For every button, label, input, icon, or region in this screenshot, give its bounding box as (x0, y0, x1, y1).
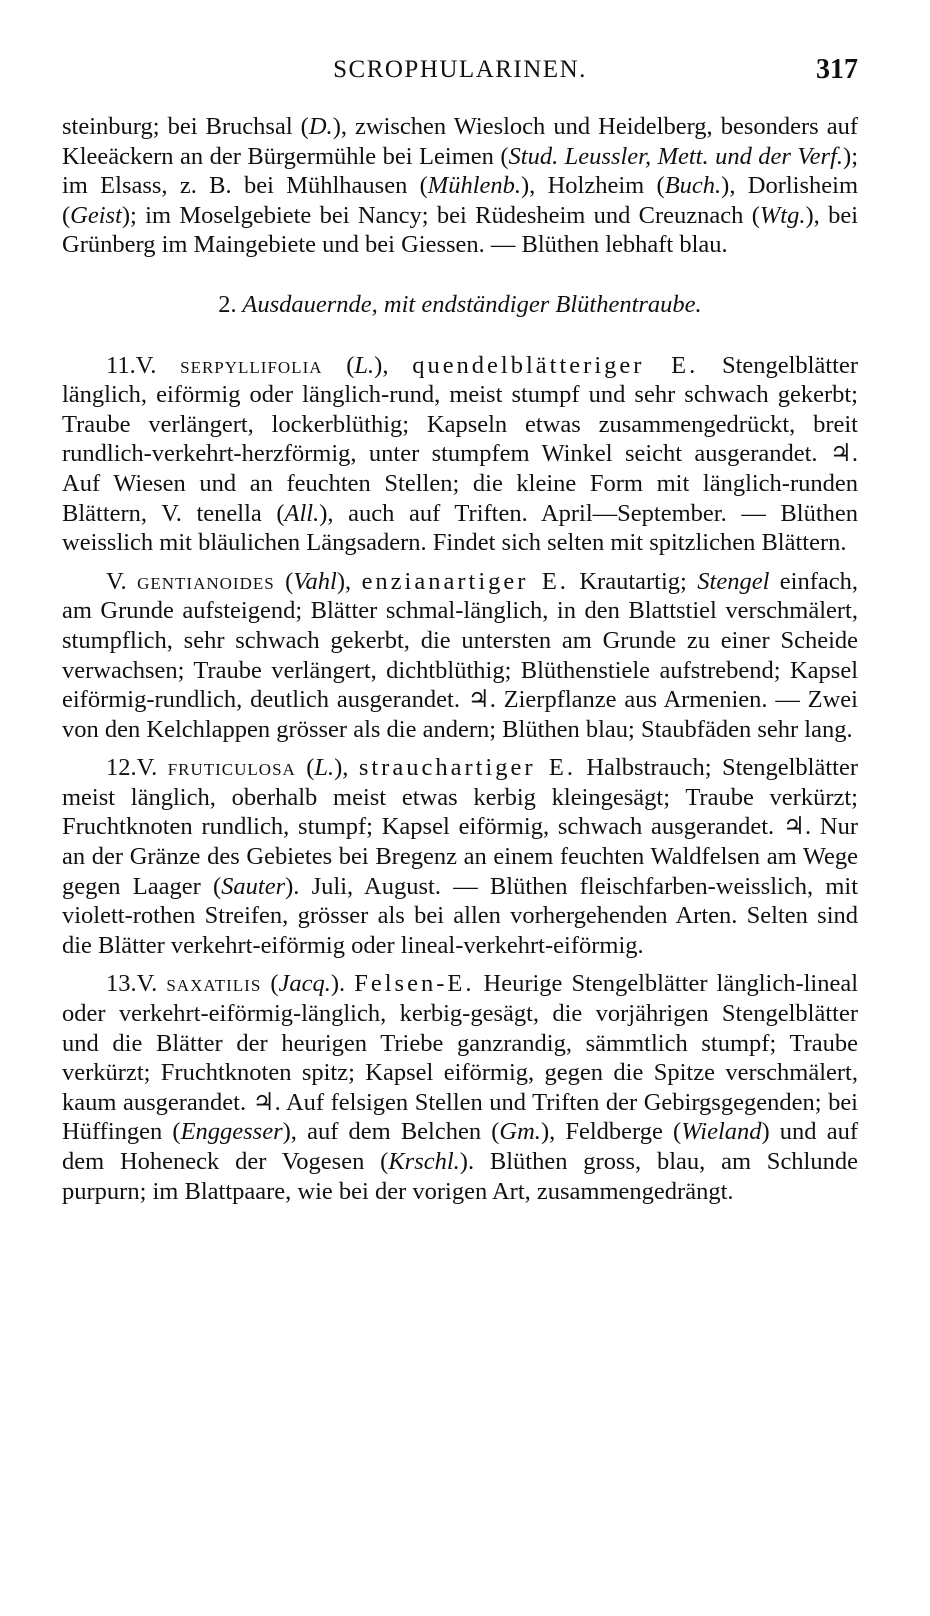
species-entry (62, 351, 858, 558)
text-segment: ), auf dem Belchen ( (282, 1118, 500, 1146)
common-name: Felsen-E. (354, 970, 475, 998)
entry-label: 11.V. (106, 351, 157, 379)
common-name: quendelblätteriger E. (412, 351, 699, 379)
text-segment: ). Juli, August. — Blüthen fleischfarben-weisslich, mit violett-rothen Streifen, grösser als bei allen vorhergehenden Arten. Selten sind die Blätter verkehrt-eiförmig oder lineal-verkehrt-eiförmig. (62, 872, 859, 959)
text-segment: ), Dorlisheim ( (62, 172, 859, 229)
text-segment: Krautartig; (579, 567, 698, 595)
paren-open: ( (270, 970, 279, 998)
section-number: 2. (218, 290, 237, 318)
page-number: 317 (816, 54, 858, 85)
text-segment: ), Feldberge ( (540, 1118, 682, 1146)
species-entry (62, 753, 858, 960)
species-name: saxatilis (166, 970, 262, 998)
running-title: SCROPHULARINEN. (333, 56, 587, 83)
text-segment: ), bei Grünberg im Maingebiete und bei Giessen. — Blüthen lebhaft blau. (62, 201, 858, 259)
italic-citation: Buch. (664, 172, 722, 200)
text-segment: einfach, am Grunde aufsteigend; Blätter schmal-länglich, in den Blattstiel verschmälert, stumpflich, sehr schwach gekerbt, die untersten am Grunde zu einer Scheide verwachsen; Traube verlängert, dichtblüthig; Blüthenstiele aufstrebend; Kapsel eiförmig-rundlich, deutlich ausgerandet. ♃. Zierpflanze aus Armenien. — Zwei von den Kelchlappen grösser als die andern; Blüthen blau; Staubfäden sehr lang. (62, 567, 859, 743)
italic-citation: All. (284, 499, 320, 527)
entry-label: V. (106, 567, 127, 595)
page-header (62, 54, 858, 94)
italic-citation: Krschl. (388, 1148, 460, 1175)
continued-paragraph (62, 112, 858, 260)
italic-citation: Mühlenb. (427, 172, 522, 200)
text-segment: ), auch auf Triften. April—September. — Blüthen weisslich mit bläulichen Längsadern. Findet sich selten mit spitzlichen Blättern. (62, 499, 858, 557)
paren-open: ( (306, 754, 315, 782)
section-heading (62, 290, 858, 320)
paren-open: ( (346, 351, 355, 379)
species-name: serpyllifolia (180, 351, 323, 379)
text-segment: ), zwischen Wiesloch und Heidelberg, besonders auf Kleeäckern an der Bürgermühle bei Leimen ( (62, 113, 858, 170)
text-segment: Heurige Stengelblätter länglich-lineal oder verkehrt-eiförmig-länglich, kerbig-gesägt, die vorjährigen Stengelblätter und die Blätter der heurigen Triebe ganzrandig, sämmtlich stumpf; Traube verkürzt; Fruchtknoten spitz; Kapsel eiförmig, gegen die Spitze verschmälert, kaum ausgerandet. ♃. Auf felsigen Stellen und Triften der Gebirgsgegenden; bei Hüffingen ( (62, 970, 859, 1146)
paren-close: ), (334, 754, 349, 782)
italic-citation: Wieland (681, 1118, 762, 1146)
species-name: fruticulosa (167, 754, 296, 782)
text-segment: ); im Moselgebiete bei Nancy; bei Rüdesheim und Creuznach ( (121, 201, 760, 229)
species-name: gentianoides (137, 567, 275, 595)
text-segment: ). Blüthen gross, blau, am Schlunde purpurn; im Blattpaare, wie bei der vorigen Art, zusammengedrängt. (62, 1148, 858, 1205)
italic-citation: Wtg. (759, 201, 806, 229)
text-segment: steinburg; bei Bruchsal ( (62, 113, 309, 140)
species-authority: Vahl (293, 567, 337, 595)
species-entry (62, 567, 858, 745)
paren-close: ), (336, 567, 352, 595)
species-authority: Jacq. (278, 970, 331, 998)
italic-citation: Enggesser (180, 1118, 283, 1146)
text-segment: Stengelblätter länglich, eiförmig oder länglich-rund, meist stumpf und sehr schwach gekerbt; Traube verlängert, lockerblüthig; Kapseln etwas zusammengedrückt, breit rundlich-verkehrt-herzförmig, unter stumpfem Winkel seicht ausgerandet. ♃. Auf Wiesen und an feuchten Stellen; die kleine Form mit länglich-runden Blättern, V. tenella ( (62, 351, 859, 527)
species-entry (62, 969, 858, 1206)
common-name: strauchartiger E. (358, 754, 576, 782)
paren-open: ( (285, 567, 294, 595)
species-authority: L. (354, 351, 375, 379)
text-segment: ), Holzheim ( (521, 172, 665, 200)
page-body (62, 112, 858, 1215)
italic-citation: D. (308, 113, 333, 140)
paren-close: ), (374, 351, 389, 379)
text-segment: ); im Elsass, z. B. bei Mühlhausen ( (62, 142, 858, 200)
paren-close: ). (330, 970, 346, 998)
italic-citation: Stud. Leussler, Mett. und der Verf. (508, 142, 844, 170)
species-authority: L. (314, 754, 335, 782)
entry-label: 13.V. (106, 970, 158, 998)
italic-citation: Gm. (499, 1118, 541, 1146)
italic-citation: Geist (70, 201, 122, 229)
common-name: enzianartiger E. (361, 567, 569, 595)
text-segment: Halbstrauch; Stengelblätter meist länglich, oberhalb meist etwas kerbig kleingesägt; Traube verkürzt; Fruchtknoten rundlich, stumpf; Kapsel eiförmig, schwach ausgerandet. ♃. Nur an der Gränze des Gebietes bei Bregenz an einem feuchten Waldfelsen am Wege gegen Laager ( (62, 754, 859, 900)
section-title: Ausdauernde, mit endständiger Blüthentraube. (242, 290, 702, 318)
italic-citation: Sauter (221, 872, 286, 900)
italic-term: Stengel (697, 567, 770, 595)
text-segment: ) und auf dem Hoheneck der Vogesen ( (62, 1118, 858, 1175)
entry-label: 12.V. (106, 754, 158, 782)
